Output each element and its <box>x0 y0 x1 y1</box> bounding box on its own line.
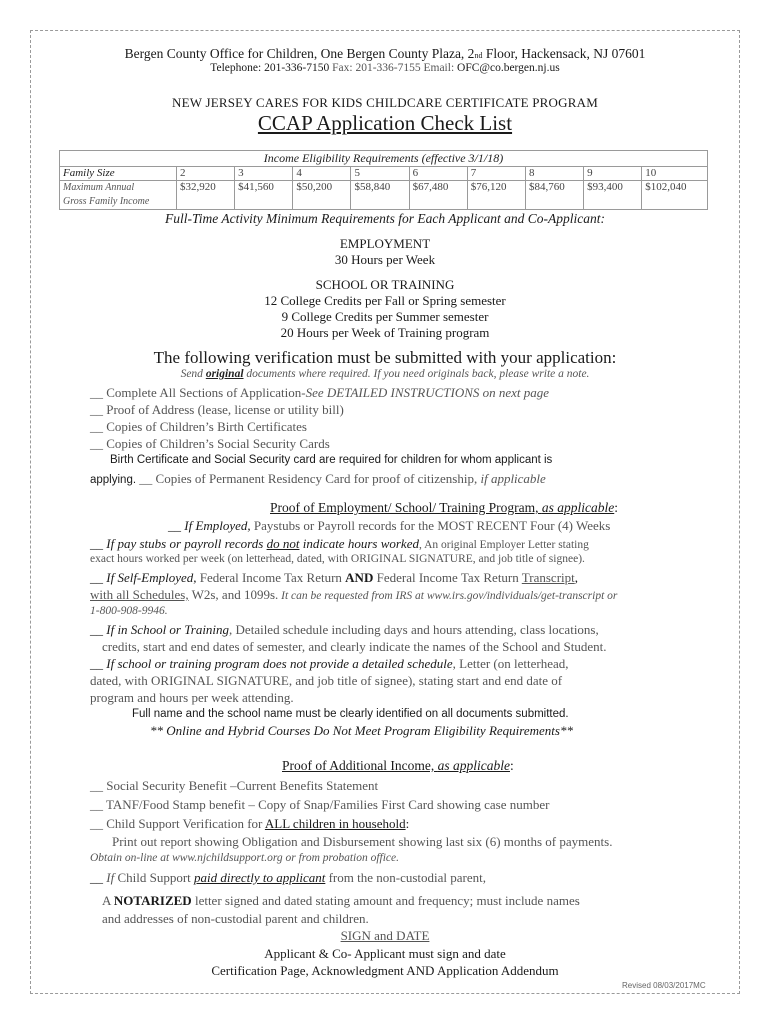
proof-item-no-schedule-detail-2: program and hours per week attending. <box>90 690 294 705</box>
office-address: Bergen County Office for Children, One Bergen County Plaza, 2nd Floor, Hackensack, NJ 07601 <box>124 46 646 61</box>
income-item: __ TANF/Food Stamp benefit – Copy of Snap/Families First Card showing case number <box>90 797 550 812</box>
proof-item-no-schedule-detail: dated, with ORIGINAL SIGNATURE, and job title of signee), stating start and end date of <box>90 673 563 688</box>
income-proof-heading: Proof of Additional Income, as applicable: <box>282 758 514 773</box>
checklist-item: __ Copies of Children’s Birth Certificates <box>90 419 307 434</box>
checklist-item: __ Proof of Address (lease, license or utility bill) <box>90 402 344 417</box>
birth-cert-note: Birth Certificate and Social Security card are required for children for whom applicant is <box>110 454 553 466</box>
proof-item-school: __ If in School or Training, Detailed schedule including days and hours attending, class locations, <box>90 622 599 637</box>
online-courses-note: ** Online and Hybrid Courses Do Not Meet Program Eligibility Requirements** <box>150 723 573 738</box>
employment-heading: EMPLOYMENT <box>339 236 431 251</box>
proof-item-school-detail: credits, start and end dates of semester, and clearly indicate the names of the School and Student. <box>102 639 607 654</box>
school-line-1: 12 College Credits per Fall or Spring semester <box>264 293 506 308</box>
certification-note: Certification Page, Acknowledgment AND Application Addendum <box>211 963 559 978</box>
income-item: __ Child Support Verification for ALL children in household: <box>90 816 410 831</box>
email-link[interactable]: OFC@co.bergen.nj.us <box>457 62 560 74</box>
table-row: Family Size 2 3 4 5 6 7 8 9 10 <box>60 167 708 181</box>
school-line-3: 20 Hours per Week of Training program <box>280 325 490 340</box>
notarized-note-2: and addresses of non-custodial parent and children. <box>102 911 369 926</box>
fulltime-heading: Full-Time Activity Minimum Requirements for Each Applicant and Co-Applicant: <box>165 211 605 226</box>
income-item-child-support: __ If Child Support paid directly to applicant from the non-custodial parent, <box>90 870 486 885</box>
income-item-detail: Print out report showing Obligation and Disbursement showing last six (6) months of payments. <box>112 834 613 849</box>
school-line-2: 9 College Credits per Summer semester <box>281 309 489 324</box>
full-name-note: Full name and the school name must be clearly identified on all documents submitted. <box>132 708 569 720</box>
checklist-item: __ Complete All Sections of Application-See DETAILED INSTRUCTIONS on next page <box>90 385 550 400</box>
income-item-online: Obtain on-line at www.njchildsupport.org or from probation office. <box>90 852 400 864</box>
revised-date: Revised 08/03/2017MC <box>622 981 706 990</box>
verification-heading: The following verification must be submitted with your application: <box>153 348 617 367</box>
perm-residency-item: applying. __ Copies of Permanent Residency Card for proof of citizenship, if applicable <box>90 471 546 486</box>
program-name: NEW JERSEY CARES FOR KIDS CHILDCARE CERTIFICATE PROGRAM <box>172 95 598 110</box>
page-title: CCAP Application Check List <box>257 111 513 135</box>
proof-item-paystubs-detail: exact hours worked per week (on letterhead, dated, with ORIGINAL SIGNATURE, and job title of signee). <box>90 553 585 565</box>
table-row: Maximum Annual Gross Family Income $32,920 $41,560 $50,200 $58,840 $67,480 $76,120 $84,760 $93,400 $102,040 <box>60 181 708 210</box>
proof-item-self-employed: __ If Self-Employed, Federal Income Tax Return AND Federal Income Tax Return Transcript, <box>90 570 578 585</box>
contact-line: Telephone: 201-336-7150 Fax: 201-336-7155 Email: OFC@co.bergen.nj.us <box>210 62 560 74</box>
must-sign-note: Applicant & Co- Applicant must sign and date <box>264 946 506 961</box>
income-eligibility-table <box>59 150 708 210</box>
proof-item-schedules: with all Schedules, W2s, and 1099s. It can be requested from IRS at www.irs.gov/individuals/get-transcript or <box>90 587 618 602</box>
sign-date-label: SIGN and DATE <box>340 928 430 943</box>
notarized-note: A NOTARIZED letter signed and dated stating amount and frequency; must include names <box>102 893 580 908</box>
school-heading: SCHOOL OR TRAINING <box>315 277 455 292</box>
proof-item-paystubs: __ If pay stubs or payroll records do not indicate hours worked, An original Employer Letter stating <box>90 536 589 551</box>
proof-item-employed: __ If Employed, Paystubs or Payroll records for the MOST RECENT Four (4) Weeks <box>168 518 611 533</box>
employment-hours: 30 Hours per Week <box>334 252 436 267</box>
employment-proof-heading: Proof of Employment/ School/ Training Program, as applicable: <box>270 500 619 515</box>
irs-phone: 1-800-908-9946. <box>90 605 168 617</box>
send-originals-note: Send original documents where required. If you need originals back, please write a note. <box>180 368 590 380</box>
checklist-item: __ Copies of Children’s Social Security Cards <box>90 436 330 451</box>
proof-item-no-schedule: __ If school or training program does not provide a detailed schedule, Letter (on letterhead, <box>90 656 569 671</box>
table-caption: Income Eligibility Requirements (effective 3/1/18) <box>60 151 708 167</box>
income-item: __ Social Security Benefit –Current Benefits Statement <box>90 778 379 793</box>
